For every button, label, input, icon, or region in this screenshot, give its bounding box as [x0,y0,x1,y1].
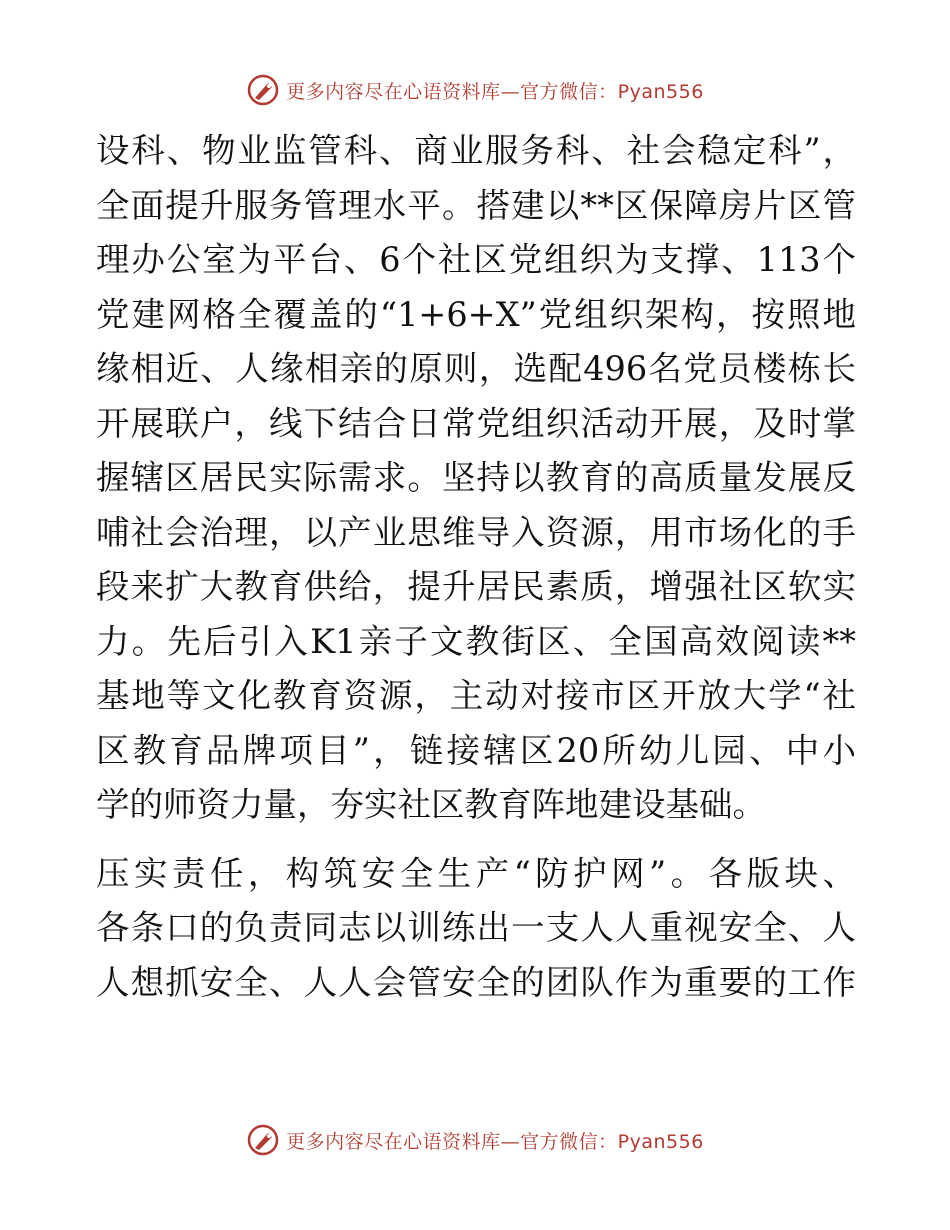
text-line: 党建网格全覆盖的“1+6+X”党组织架构，按照地 [96,294,856,334]
paragraph-2 [96,847,856,1011]
text-line: 理办公室为平台、6个社区党组织为支撑、113个 [96,240,856,279]
paragraph-1 [96,124,856,833]
banner-dash: — [500,1130,521,1153]
text-line: 基地等文化教育资源，主动对接市区开放大学“社 [96,676,856,715]
banner-sub-text: 官方微信：Pyan556 [520,1130,704,1153]
pen-nib-icon [246,73,280,107]
text-line: 压实责任，构筑安全生产“防护网”。各版块、 [96,853,856,893]
text-line: 各条口的负责同志以训练出一支人人重视安全、人 [96,908,856,947]
text-line: 学的师资力量，夯实社区教育阵地建设基础。 [96,785,766,824]
banner-main-text: 更多内容尽在心语资料库 [286,80,501,103]
banner-label [286,1127,704,1154]
banner-sub-text: 官方微信：Pyan556 [520,80,704,103]
text-line: 力。先后引入K1亲子文教街区、全国高效阅读** [96,621,856,661]
banner-label [286,77,704,104]
text-line: 缘相近、人缘相亲的原则，选配496名党员楼栋长 [96,349,856,388]
text-line: 设科、物业监管科、商业服务科、社会稳定科”， [96,131,856,170]
text-line: 段来扩大教育供给，提升居民素质，增强社区软实 [96,567,856,606]
text-line: 全面提升服务管理水平。搭建以**区保障房片区管 [96,185,856,225]
footer-banner [0,1122,950,1158]
document-body [96,124,856,1010]
text-line: 哺社会治理，以产业思维导入资源，用市场化的手 [96,512,856,552]
pen-nib-icon [246,1123,280,1157]
text-line: 握辖区居民实际需求。坚持以教育的高质量发展反 [96,458,856,497]
text-line: 人想抓安全、人人会管安全的团队作为重要的工作 [96,962,856,1002]
text-line: 区教育品牌项目”，链接辖区20所幼儿园、中小 [96,730,856,770]
header-banner [0,72,950,108]
banner-main-text: 更多内容尽在心语资料库 [286,1130,501,1153]
paragraph-gap [96,833,856,847]
text-line: 开展联户，线下结合日常党组织活动开展，及时掌 [96,403,856,443]
banner-dash: — [500,80,521,103]
